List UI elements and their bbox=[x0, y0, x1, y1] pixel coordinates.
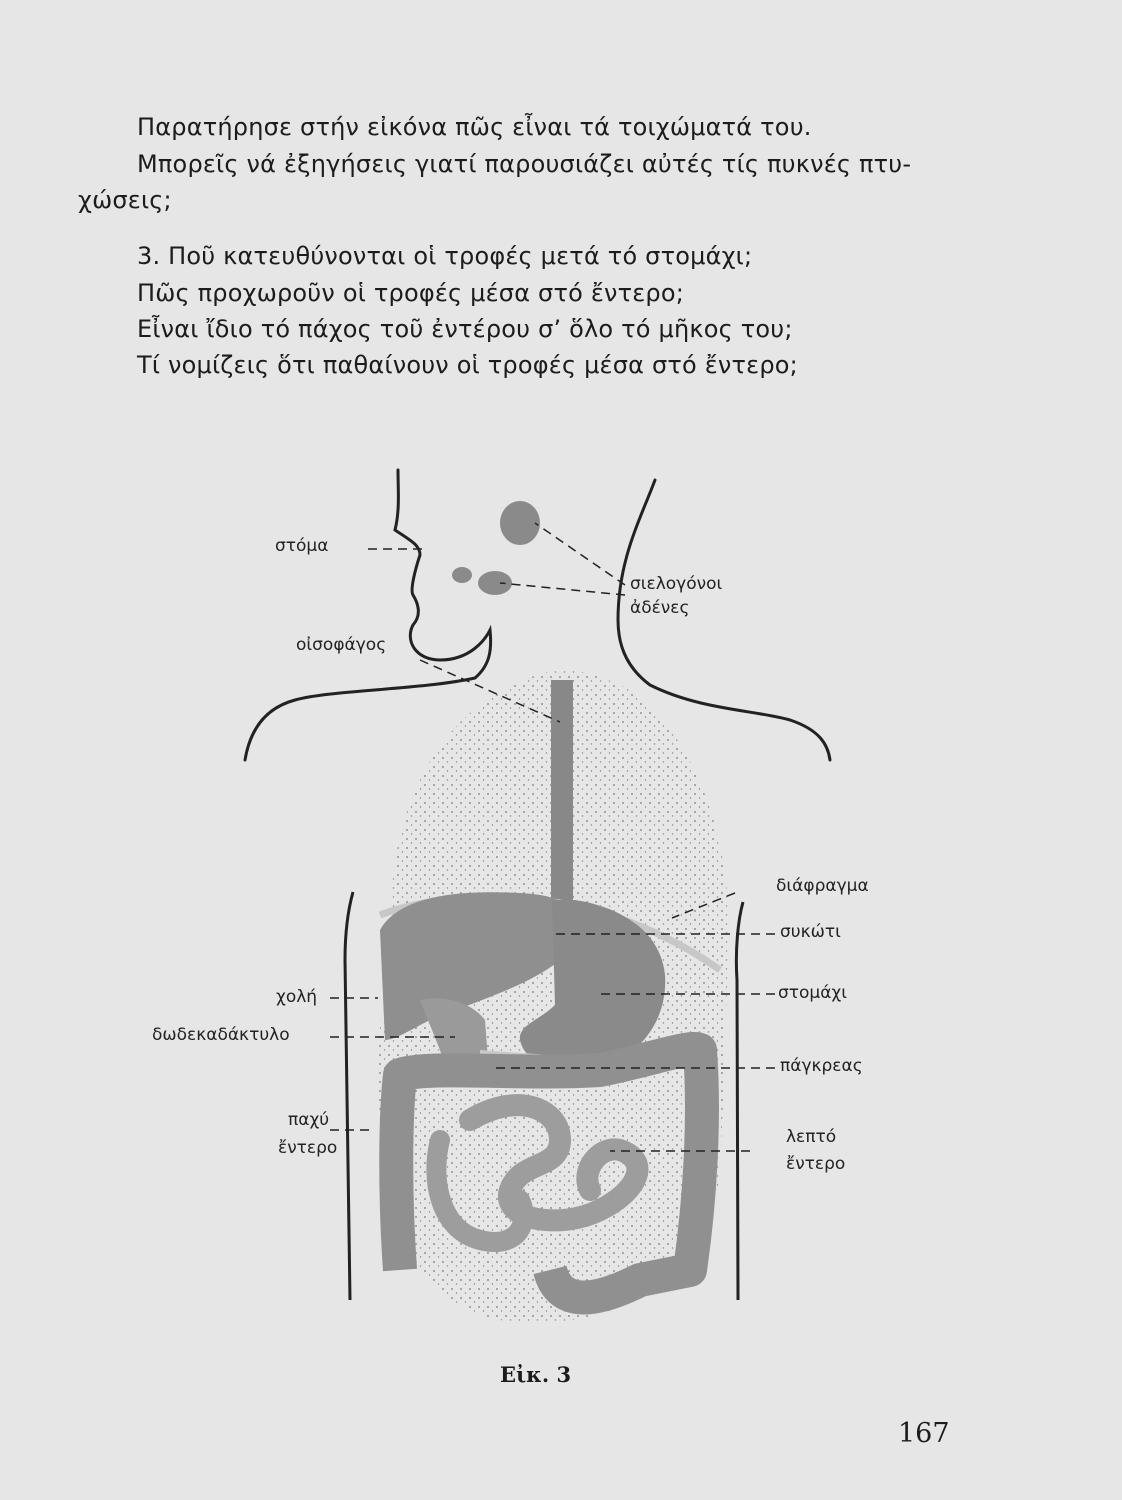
question-line-7: Τί νομίζεις ὅτι παθαίνουν οἱ τροφές μέσα στό ἔντερο; bbox=[137, 351, 798, 379]
label-duodenum: δωδεκαδάκτυλο bbox=[152, 1025, 290, 1045]
label-esophagus: οἰσοφάγος bbox=[296, 635, 387, 655]
esophagus-tube bbox=[551, 680, 573, 910]
figure-caption: Εἰκ. 3 bbox=[500, 1362, 572, 1387]
torso-right-side bbox=[736, 902, 743, 1300]
label-bile: χολή bbox=[276, 987, 318, 1007]
label-liver: συκώτι bbox=[780, 922, 841, 942]
label-pancreas: πάγκρεας bbox=[780, 1056, 863, 1076]
salivary-gland-upper bbox=[500, 501, 540, 545]
label-large-intestine-2: ἔντερο bbox=[278, 1138, 338, 1158]
salivary-gland-lower bbox=[478, 571, 512, 595]
label-diaphragm: διάφραγμα bbox=[776, 876, 869, 896]
page-number: 167 bbox=[898, 1418, 950, 1449]
head-profile-outline bbox=[245, 470, 491, 760]
label-salivary-glands-2: ἀδένες bbox=[630, 598, 690, 618]
label-mouth: στόμα bbox=[275, 536, 329, 556]
label-salivary-glands-1: σιελογόνοι bbox=[630, 574, 723, 594]
question-line-6: Εἶναι ἴδιο τό πάχος τοῦ ἐντέρου σ’ ὅλο τό μῆκος του; bbox=[137, 315, 793, 343]
torso-left-side bbox=[345, 892, 353, 1300]
label-large-intestine-1: παχύ bbox=[288, 1110, 330, 1130]
question-line-5: Πῶς προχωροῦν οἱ τροφές μέσα στό ἔντερο; bbox=[137, 279, 685, 307]
question-line-3: χώσεις; bbox=[78, 186, 172, 214]
salivary-gland-small bbox=[452, 567, 472, 583]
label-small-intestine-1: λεπτό bbox=[786, 1127, 837, 1147]
question-line-1: Παρατήρησε στήν εἰκόνα πῶς εἶναι τά τοιχώματά του. bbox=[137, 113, 812, 141]
question-line-4: 3. Ποῦ κατευθύνονται οἱ τροφές μετά τό στομάχι; bbox=[137, 242, 753, 270]
question-line-2: Μπορεῖς νά ἐξηγήσεις γιατί παρουσιάζει αὐτές τίς πυκνές πτυ- bbox=[137, 150, 912, 178]
label-small-intestine-2: ἔντερο bbox=[786, 1154, 846, 1174]
label-stomach: στομάχι bbox=[778, 983, 848, 1003]
